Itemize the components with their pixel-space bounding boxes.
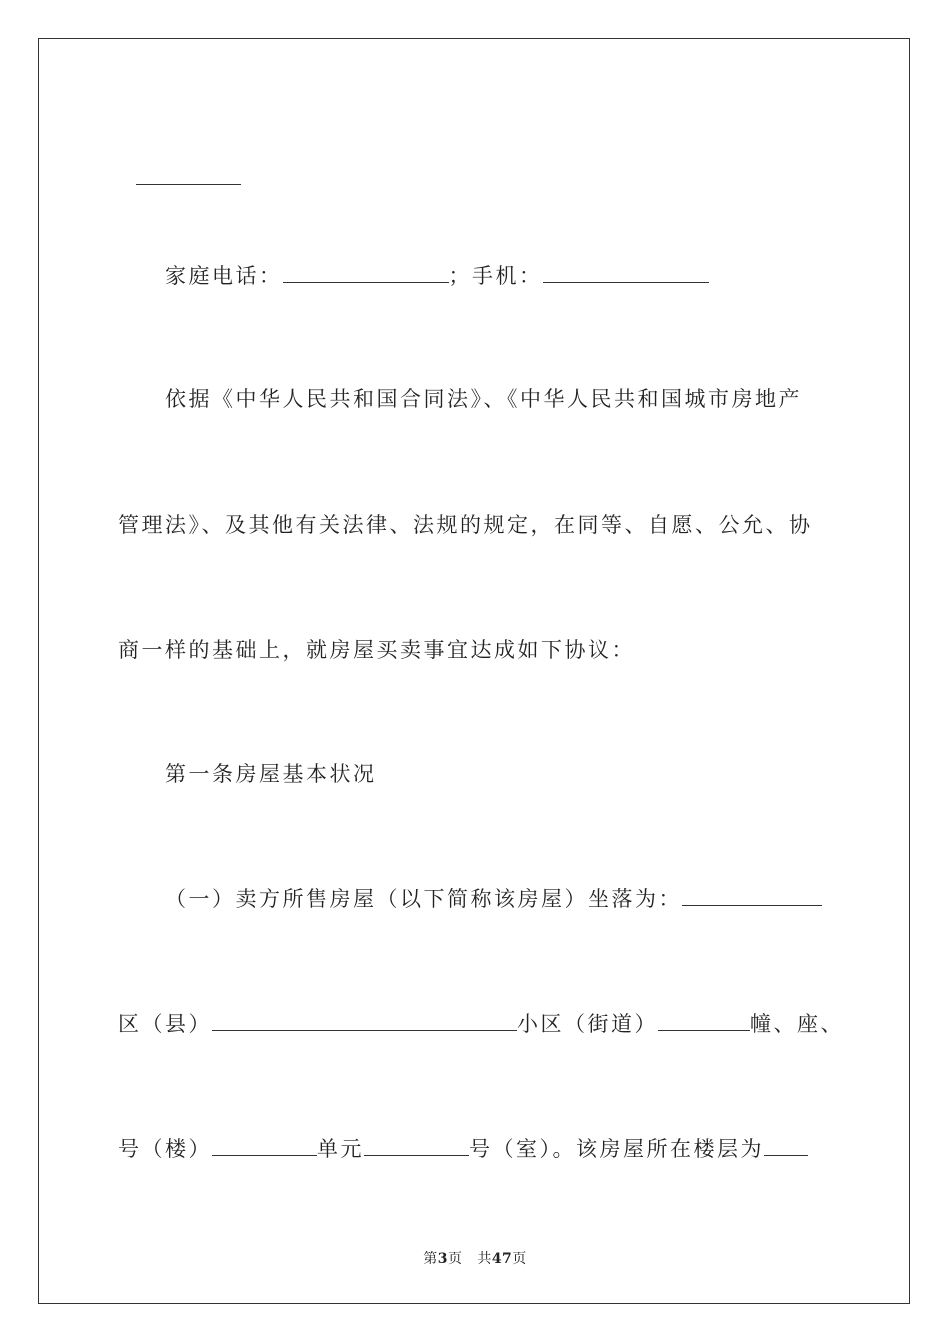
fill-blank xyxy=(658,1010,750,1031)
fill-blank xyxy=(212,1010,517,1031)
footer-text: 第 xyxy=(423,1251,438,1267)
paragraph-line xyxy=(118,1135,808,1163)
mobile-label: ；手机： xyxy=(448,264,543,288)
page-footer xyxy=(0,1248,950,1268)
fill-blank xyxy=(212,1135,317,1156)
text: 依据《中华人民共和国合同法》、《中华人民共和国城市房地产 xyxy=(165,387,802,411)
text: 幢、座、 xyxy=(750,1012,844,1036)
fill-blank xyxy=(682,885,822,906)
paragraph-line xyxy=(118,636,635,664)
footer-text: 页 xyxy=(512,1251,527,1267)
paragraph-line xyxy=(165,885,822,913)
text: 管理法》、及其他有关法律、法规的规定，在同等、自愿、公允、协 xyxy=(118,513,813,537)
text: 小区（街道） xyxy=(517,1012,658,1036)
total-pages: 47 xyxy=(491,1251,513,1267)
footer-text: 页 xyxy=(447,1251,463,1267)
blank-line-top xyxy=(118,136,241,192)
fill-blank xyxy=(543,262,709,283)
paragraph-line xyxy=(118,511,813,539)
paragraph-line xyxy=(165,385,802,413)
paragraph-line xyxy=(118,1010,844,1038)
page-number: 3 xyxy=(437,1251,448,1267)
fill-blank xyxy=(136,164,241,185)
footer-text: 共 xyxy=(477,1251,492,1267)
fill-blank xyxy=(764,1135,808,1156)
page-border xyxy=(38,38,910,1304)
text: 号（室）。该房屋所在楼层为 xyxy=(469,1137,764,1161)
text: （一）卖方所售房屋（以下简称该房屋）坐落为： xyxy=(165,887,682,911)
fill-blank xyxy=(283,262,449,283)
home-phone-label: 家庭电话： xyxy=(165,264,283,288)
fill-blank xyxy=(364,1135,469,1156)
text: 单元 xyxy=(317,1137,364,1161)
text: 商一样的基础上，就房屋买卖事宜达成如下协议： xyxy=(118,638,635,662)
phone-line xyxy=(165,262,709,290)
text: 第一条房屋基本状况 xyxy=(165,762,377,786)
text: 号（楼） xyxy=(118,1137,212,1161)
text: 区（县） xyxy=(118,1012,212,1036)
section-heading xyxy=(165,760,377,788)
